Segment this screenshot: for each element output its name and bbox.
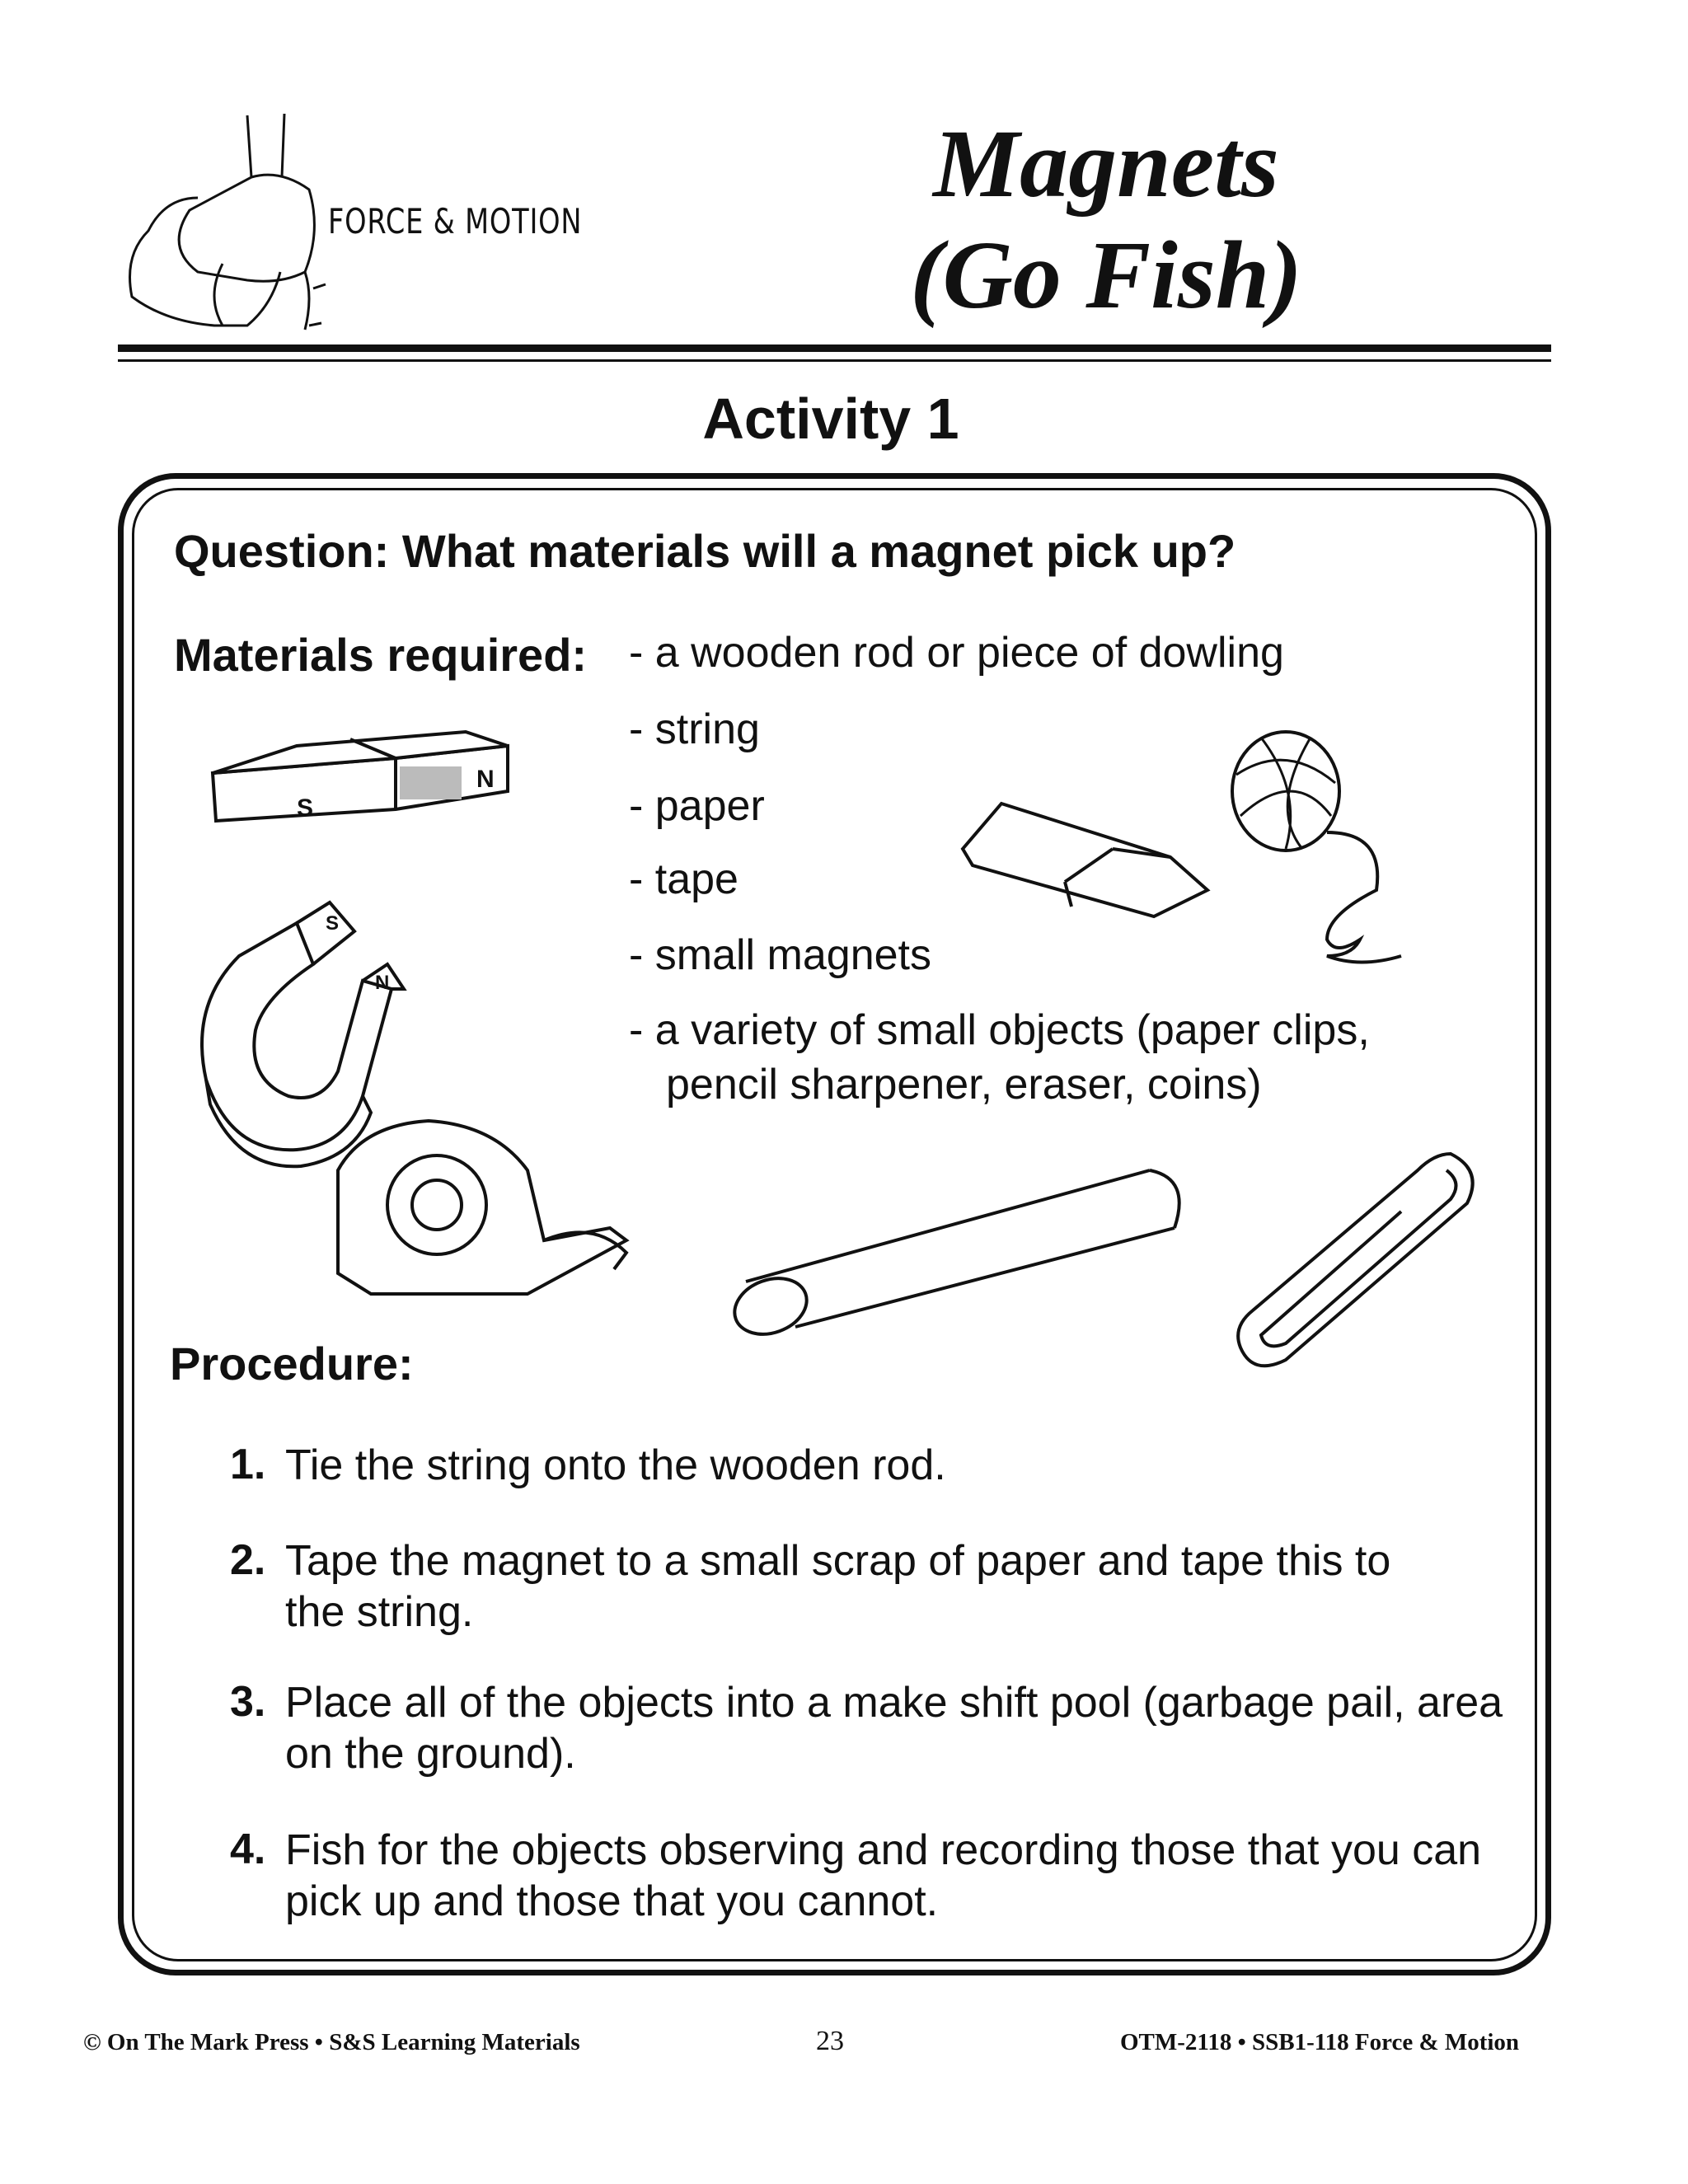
header-rule-thin — [118, 359, 1551, 362]
page-title-line2: (Go Fish) — [910, 221, 1302, 329]
procedure-label: Procedure: — [170, 1338, 414, 1390]
step-text: Tape the magnet to a small scrap of paper and tape this to the string. — [285, 1537, 1391, 1636]
material-item: - small magnets — [629, 931, 931, 979]
step-number: 4. — [230, 1825, 266, 1873]
hands-logo-icon — [130, 114, 326, 330]
svg-text:S: S — [326, 912, 340, 935]
material-item: - string — [629, 705, 760, 753]
header-rule-thick — [118, 344, 1551, 352]
material-item: pencil sharpener, eraser, coins) — [666, 1061, 1262, 1108]
step-number: 2. — [230, 1536, 266, 1584]
question: Question: What materials will a magnet pick up? — [174, 525, 1236, 577]
footer-copyright: © On The Mark Press • S&S Learning Materials — [83, 2029, 580, 2055]
materials-label: Materials required: — [174, 629, 588, 681]
activity-title: Activity 1 — [702, 387, 959, 451]
svg-text:S: S — [297, 794, 314, 822]
step-number: 3. — [230, 1678, 266, 1726]
page-title-line1: Magnets — [933, 110, 1279, 218]
logo-text: FORCE & MOTION — [328, 201, 583, 241]
material-item: - a wooden rod or piece of dowling — [629, 629, 1284, 677]
svg-text:N: N — [476, 766, 495, 793]
page-number: 23 — [816, 2026, 844, 2056]
material-item: - paper — [629, 782, 765, 830]
step-number: 1. — [230, 1441, 266, 1488]
material-item: - a variety of small objects (paper clips, — [629, 1006, 1370, 1054]
svg-text:N: N — [375, 972, 390, 994]
material-item: - tape — [629, 855, 738, 903]
footer-product-code: OTM-2118 • SSB1-118 Force & Motion — [1120, 2029, 1520, 2055]
step-text: Tie the string onto the wooden rod. — [285, 1441, 946, 1489]
step-text: Place all of the objects into a make shift pool (garbage pail, area on the ground). — [285, 1679, 1503, 1778]
step-text: Fish for the objects observing and recording those that you can pick up and those that you cannot. — [285, 1826, 1482, 1925]
